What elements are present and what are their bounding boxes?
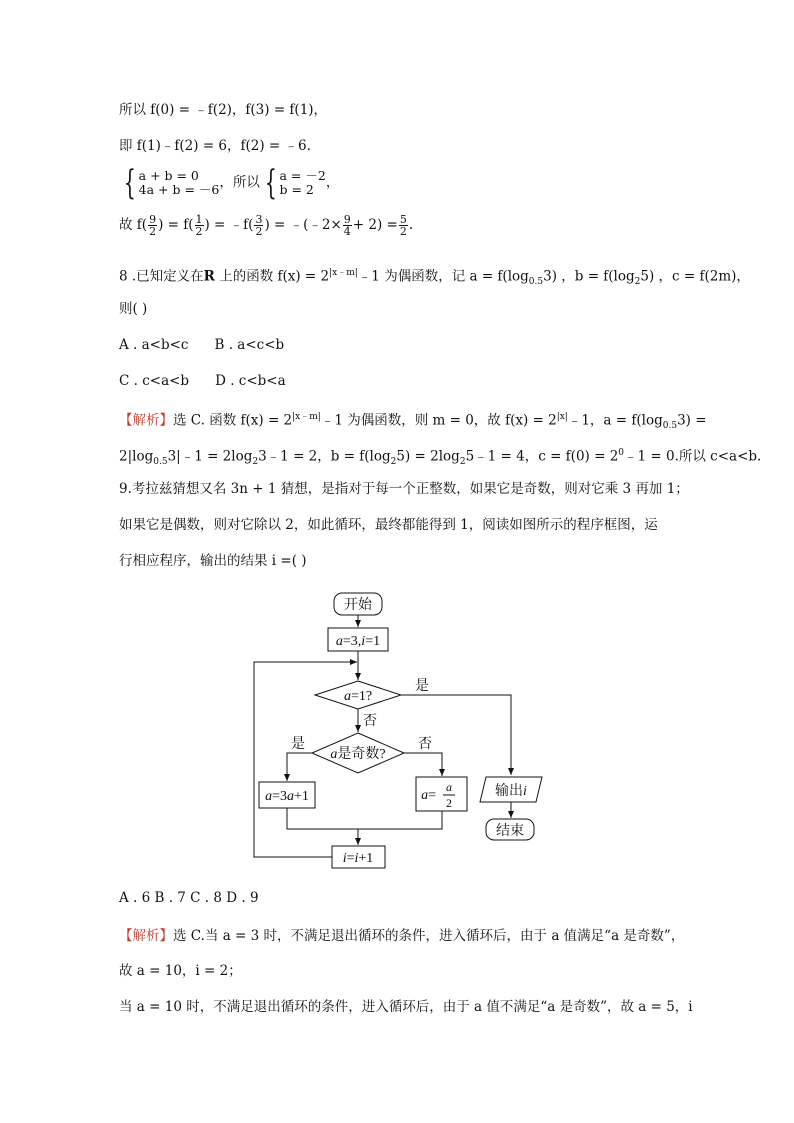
increment-label: i [342, 851, 347, 866]
q8-stem-line-2: 则( ) [119, 301, 148, 317]
option-b[interactable]: B . a<c<b [214, 337, 285, 353]
svg-text:a是奇数?: a是奇数? [330, 747, 386, 762]
init-label: a [335, 634, 343, 649]
svg-text:a=3a+1: a=3a+1 [265, 789, 309, 804]
evaluation-line: 故 f( $\frac{9}{2}$ ) = f( $\frac{1}{2}$ ) = ﹣f( $\frac{3}{2}$ ) = ﹣(﹣2× $\frac{9}{4}$ + 2) = $\frac{5}{2}$ . [119, 213, 414, 238]
yes-label-2: 是 [291, 737, 305, 752]
equation-system-1: { a + b = 0 4a + b = －6 [123, 163, 220, 203]
q8-solution-line-2: $2|\log_{0.5}3|﹣1$ = $2\log_23﹣1 = 2$，$b = f(\log_25)$ = $2\log_25﹣1 = 4$，$c = f(0) = 2^0﹣1 = 0$.所以 c<a<b. [119, 448, 762, 468]
no-label-2: 否 [418, 737, 432, 752]
fraction: $\frac{3}{2}$ [255, 213, 263, 238]
solution-line-2: 即 f(1)﹣f(2) = 6，f(2) = ﹣6. [119, 138, 311, 154]
solution-line-1: 所以 f(0) = ﹣f(2)，f(3) = f(1)， [119, 102, 328, 118]
odd-label: a [265, 789, 273, 804]
fraction: $\frac{5}{2}$ [399, 213, 407, 238]
solution-tag: 【解析】 [119, 412, 173, 429]
equation-system-line: { a + b = 0 4a + b = －6 ，所以 { a = －2 b = 2 ， [119, 168, 339, 198]
option-c[interactable]: C . c<a<b [119, 373, 190, 389]
q8-stem: 8 .已知定义在R 上的函数 $f(x) = 2^{|x﹣m|}﹣1$ 为偶函数，记 $a = f(\log_{0.5}3)$ ，$b = f(\log_25)$ ，c = f(2m)， [119, 268, 750, 288]
q9-stem-line-1: 9.考拉兹猜想又名 3n + 1 猜想，是指对于每一个正整数，如果它是奇数，则对它乘 3 再加 1； [119, 481, 689, 497]
svg-text:a=: a= [421, 788, 436, 803]
yes-label-1: 是 [415, 679, 429, 694]
fraction: $\frac{1}{2}$ [195, 213, 203, 238]
q9-solution-line-1: 【解析】选 C.当 a = 3 时，不满足退出循环的条件，进入循环后，由于 a 值满足“a 是奇数”， [119, 928, 685, 944]
q8-solution-line-1: 【解析】选 C. 函数 $f(x) = 2^{|x﹣m|}﹣1$ 为偶函数，则 m = 0，故 $f(x) = 2^{|x|}﹣1$，$a = f(\log_{0.5}3)$ = [119, 412, 707, 432]
output-label: 输出 [495, 784, 524, 799]
fraction: $\frac{9}{2}$ [149, 213, 157, 238]
fraction: $\frac{9}{4}$ [343, 213, 351, 238]
even-label: a [421, 788, 429, 803]
svg-text:i=i+1: i=i+1 [342, 851, 374, 866]
svg-text:a=1?: a=1? [343, 689, 373, 704]
even-fraction-num: a [446, 780, 452, 794]
no-label-1: 否 [363, 714, 377, 729]
start-label: 开始 [344, 598, 372, 613]
even-fraction-den: 2 [446, 796, 452, 810]
svg-text:a=3,i=1: a=3,i=1 [335, 634, 381, 649]
q9-solution-line-2: 故 a = 10，i = 2； [119, 963, 242, 979]
solution-tag: 【解析】 [119, 928, 173, 944]
svg-text:输出i: 输出i [495, 784, 527, 799]
q9-solution-line-3: 当 a = 10 时，不满足退出循环的条件，进入循环后，由于 a 值不满足“a 是奇数”，故 a = 5，i [119, 999, 693, 1015]
end-label: 结束 [496, 824, 524, 839]
equation-system-2: { a = －2 b = 2 [264, 163, 326, 203]
option-d[interactable]: D . c<b<a [215, 373, 286, 389]
q9-stem-line-2: 如果它是偶数，则对它除以 2，如此循环，最终都能得到 1，阅读如图所示的程序框图，运 [119, 517, 658, 533]
q9-stem-line-3: 行相应程序，输出的结果 i =( ) [119, 553, 307, 569]
decision-1-label: a [343, 689, 351, 704]
decision-2-label: a [330, 747, 338, 762]
option-a[interactable]: A . a<b<c [119, 337, 189, 353]
q9-options[interactable]: A . 6 B . 7 C . 8 D . 9 [119, 890, 259, 906]
